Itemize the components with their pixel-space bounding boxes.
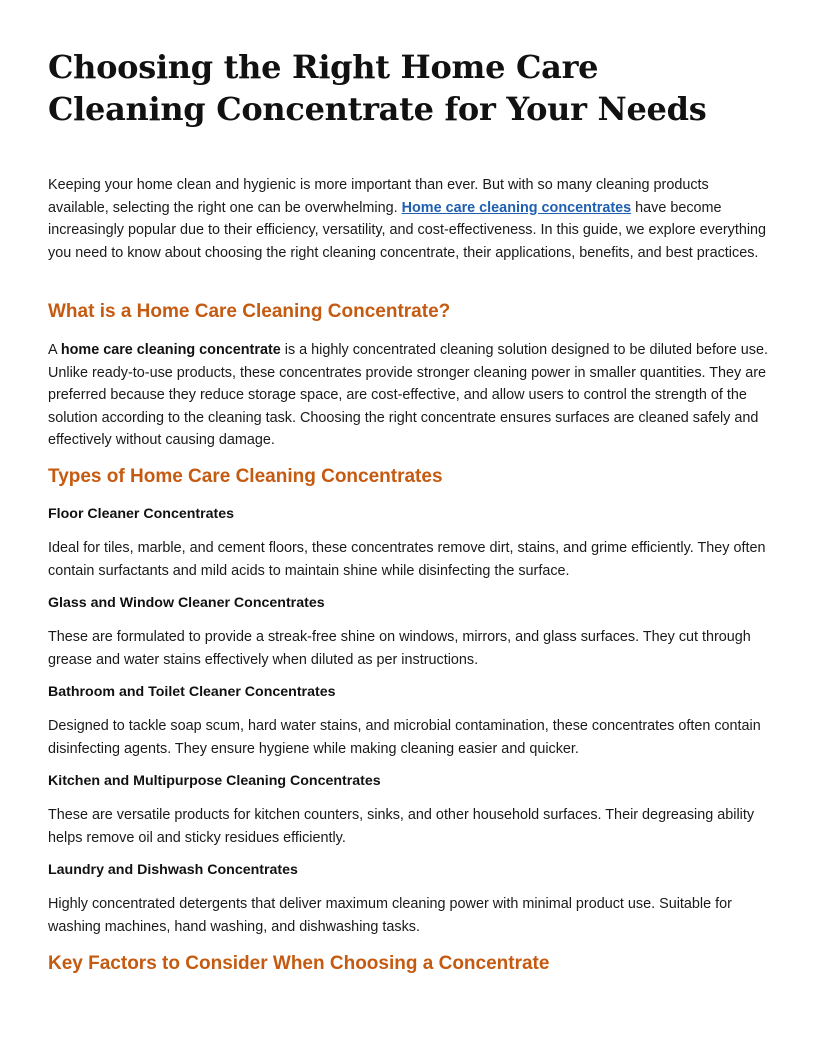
type-text-kitchen: These are versatile products for kitchen counters, sinks, and other household surfaces. Their degreasing ability helps remove oil and sticky residues efficiently. [48, 807, 755, 846]
type-title-floor: Floor Cleaner Concentrates [48, 506, 235, 522]
intro-text-before-link: Keeping your home clean and hygienic is more important than ever. But with so many cleaning products available, selecting the right one can be overwhelming. [48, 177, 709, 216]
section-heading-what-is: What is a Home Care Cleaning Concentrate? [48, 301, 451, 322]
section-heading-types: Types of Home Care Cleaning Concentrates [48, 466, 443, 487]
what-is-text: is a highly concentrated cleaning solution designed to be diluted before use. Unlike ready-to-use products, these concentrates provide stronger cleaning power in smaller quantities. They are preferred because they reduce storage space, are cost-effective, and allow users to control the strength of the solution according to the cleaning task. Choosing the right concentrate ensures surfaces are cleaned safely and effectively without causing damage. [48, 342, 768, 448]
type-text-laundry: Highly concentrated detergents that deliver maximum cleaning power with minimal product use. Suitable for washing machines, hand washing, and dishwashing tasks. [48, 896, 732, 935]
home-care-concentrates-link[interactable]: Home care cleaning concentrates [401, 199, 632, 216]
type-text-bathroom: Designed to tackle soap scum, hard water stains, and microbial contamination, these concentrates often contain disinfecting agents. They ensure hygiene while making cleaning easier and quicker. [48, 718, 761, 757]
intro-paragraph [48, 174, 772, 264]
intro-text-after-link: have become increasingly popular due to their efficiency, versatility, and cost-effectiveness. In this guide, we explore everything you need to know about choosing the right cleaning concentrate, their applications, benefits, and best practices. [48, 199, 767, 261]
type-title-laundry: Laundry and Dishwash Concentrates [48, 862, 298, 878]
what-is-prefix: A [48, 342, 61, 358]
type-title-glass: Glass and Window Cleaner Concentrates [48, 595, 325, 611]
type-text-glass: These are formulated to provide a streak-free shine on windows, mirrors, and glass surfaces. They cut through grease and water stains effectively when diluted as per instructions. [48, 629, 751, 668]
type-text-floor: Ideal for tiles, marble, and cement floors, these concentrates remove dirt, stains, and grime efficiently. They often contain surfactants and mild acids to maintain shine while disinfecting the surface. [48, 540, 766, 579]
what-is-bold-term: home care cleaning concentrate [60, 342, 281, 358]
type-title-kitchen: Kitchen and Multipurpose Cleaning Concentrates [48, 773, 381, 789]
what-is-paragraph [48, 339, 772, 452]
section-heading-key-factors: Key Factors to Consider When Choosing a Concentrate [48, 953, 550, 974]
page-title: Choosing the Right Home Care Cleaning Concentrate for Your Needs [48, 48, 707, 128]
type-title-bathroom: Bathroom and Toilet Cleaner Concentrates [48, 684, 336, 700]
